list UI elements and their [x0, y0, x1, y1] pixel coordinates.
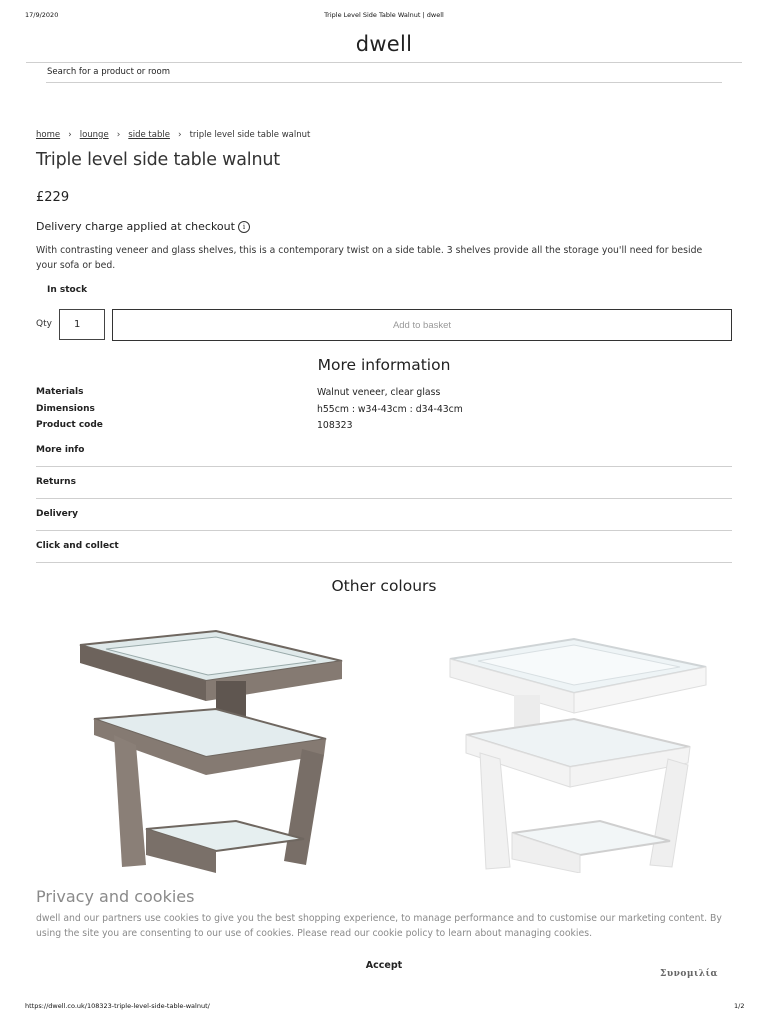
- chevron-right-icon: ›: [68, 130, 72, 140]
- quantity-input[interactable]: [59, 309, 105, 340]
- product-price: £229: [36, 190, 70, 205]
- accordion-click-and-collect[interactable]: [36, 531, 732, 563]
- accordion-label: Delivery: [36, 509, 79, 519]
- qty-label: Qty: [36, 319, 52, 329]
- spec-label: Dimensions: [36, 404, 95, 414]
- breadcrumb-current: triple level side table walnut: [189, 130, 311, 140]
- cookie-text: dwell and our partners use cookies to give you the best shopping experience, to manage performance and to customise our marketing content. By using the site you are consenting to our use of cookies. Please read our cookie policy to learn about managing cookies.: [36, 913, 722, 939]
- accordion-returns[interactable]: [36, 467, 732, 499]
- accordion-label: More info: [36, 445, 85, 455]
- product-image-taupe[interactable]: [66, 615, 366, 873]
- product-title: Triple level side table walnut: [36, 150, 280, 170]
- spec-label: Product code: [36, 420, 103, 430]
- more-information-heading: More information: [317, 356, 451, 374]
- info-icon[interactable]: i: [238, 221, 250, 233]
- cookie-banner: [0, 873, 768, 997]
- chevron-right-icon: ›: [177, 130, 182, 140]
- chevron-right-icon: ›: [116, 130, 121, 140]
- product-image-white[interactable]: [424, 615, 724, 873]
- breadcrumb-link-side-table[interactable]: side table: [128, 130, 170, 140]
- print-page-number: 1/2: [734, 1002, 745, 1010]
- chat-button[interactable]: Συνομιλία: [660, 969, 718, 979]
- spec-value: 108323: [317, 420, 353, 431]
- accept-cookies-button[interactable]: Accept: [354, 960, 414, 971]
- accordion-delivery[interactable]: [36, 499, 732, 531]
- search-placeholder: Search for a product or room: [47, 67, 170, 77]
- product-description: With contrasting veneer and glass shelves, this is a contemporary twist on a side table. 3 shelves provide all the storage you'll need for beside your sofa or bed.: [36, 245, 703, 271]
- breadcrumb-link-home[interactable]: home: [36, 130, 61, 140]
- breadcrumb-link-lounge[interactable]: lounge: [79, 130, 109, 140]
- print-page-title: Triple Level Side Table Walnut | dwell: [324, 11, 444, 19]
- spec-value: h55cm : w34-43cm : d34-43cm: [317, 404, 463, 415]
- accordion-label: Click and collect: [36, 541, 119, 551]
- print-date: 17/9/2020: [25, 11, 59, 19]
- spec-value: Walnut veneer, clear glass: [317, 387, 441, 398]
- delivery-charge-text: Delivery charge applied at checkout: [36, 220, 235, 233]
- accordion-more-info[interactable]: [36, 435, 732, 467]
- delivery-charge-note: [36, 220, 250, 233]
- stock-status: In stock: [47, 285, 88, 295]
- cookie-title: Privacy and cookies: [36, 887, 195, 906]
- print-url: https://dwell.co.uk/108323-triple-level-side-table-walnut/: [25, 1002, 210, 1010]
- breadcrumb: [36, 130, 310, 140]
- other-colours-heading: Other colours: [331, 577, 437, 595]
- search-input[interactable]: [46, 62, 722, 83]
- spec-label: Materials: [36, 387, 84, 397]
- accordion-label: Returns: [36, 477, 76, 487]
- add-to-basket-button[interactable]: Add to basket: [112, 309, 732, 341]
- dwell-logo[interactable]: dwell: [355, 32, 413, 56]
